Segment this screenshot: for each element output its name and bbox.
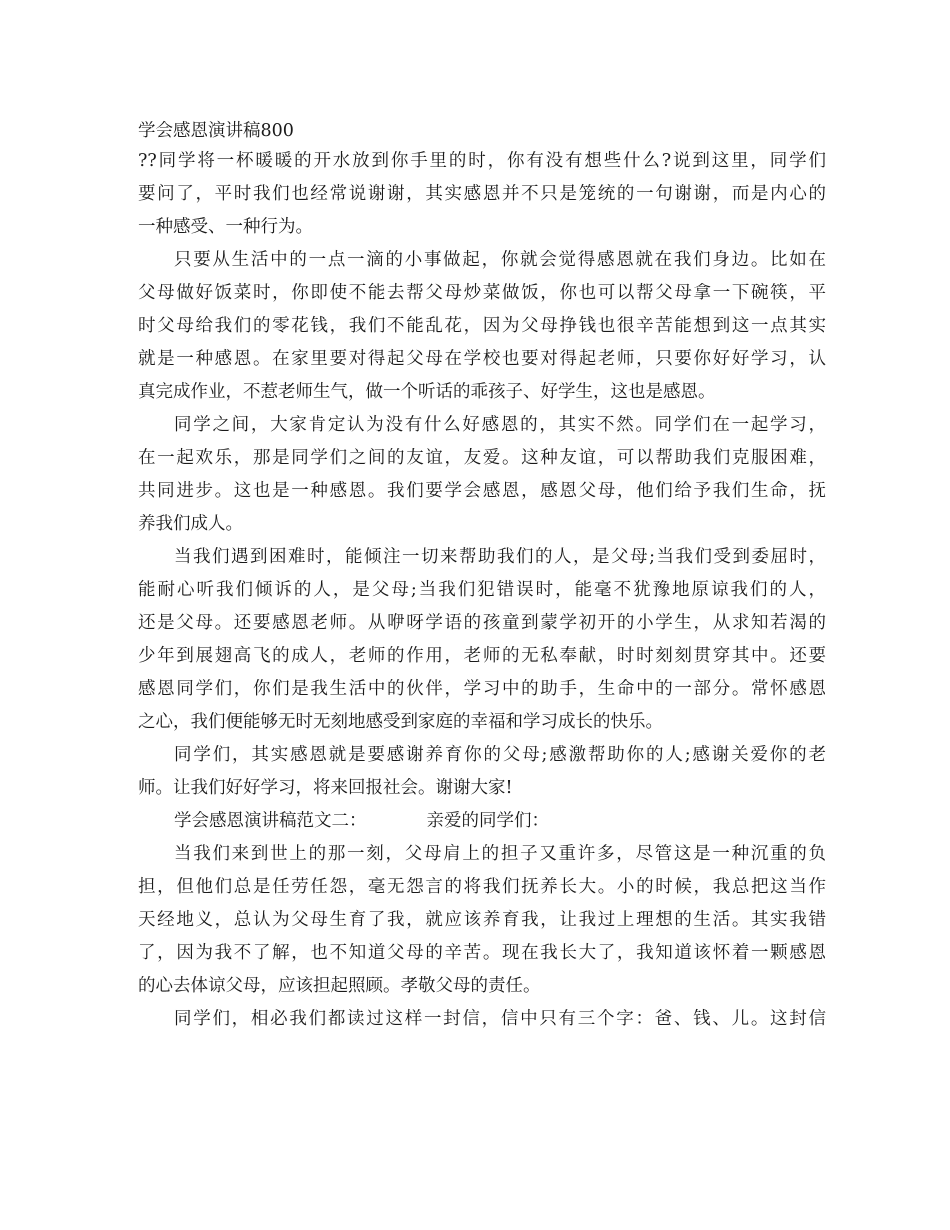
document-body (138, 118, 826, 1036)
paragraph-start-line: 同学们，其实感恩就是要感谢养育你的父母;感激帮助你的人;感谢关爱你的老 (174, 745, 826, 765)
paragraph-start-line: 同学之间，大家肯定认为没有什么好感恩的，其实不然。同学们在一起学习， (174, 415, 826, 435)
text-line: 的心去体谅父母，应该担起照顾。孝敬父母的责任。 (138, 976, 541, 996)
text-line: 在一起欢乐，那是同学们之间的友谊，友爱。这种友谊，可以帮助我们克服困难， (138, 448, 826, 468)
paragraph-start-line: 当我们遇到困难时，能倾注一切来帮助我们的人，是父母;当我们受到委屈时， (174, 547, 826, 567)
text-line: ??同学将一杯暖暖的开水放到你手里的时，你有没有想些什么?说到这里，同学们 (138, 151, 826, 171)
text-line: 能耐心听我们倾诉的人，是父母;当我们犯错误时，能毫不犹豫地原谅我们的人， (138, 580, 826, 600)
text-line: 师。让我们好好学习，将来回报社会。谢谢大家! (138, 778, 513, 798)
text-line: 少年到展翅高飞的成人，老师的作用，老师的无私奉献，时时刻刻贯穿其中。还要 (138, 646, 826, 666)
text-line: 还是父母。还要感恩老师。从咿呀学语的孩童到蒙学初开的小学生，从求知若渴的 (138, 613, 826, 633)
text-line: 天经地义，总认为父母生育了我，就应该养育我，让我过上理想的生活。其实我错 (138, 910, 826, 930)
section-heading-line (138, 805, 826, 838)
document-title: 学会感恩演讲稿800 (138, 121, 294, 141)
text-line: 一种感受、一种行为。 (138, 217, 313, 237)
text-line: 就是一种感恩。在家里要对得起父母在学校也要对得起老师，只要你好好学习，认 (138, 349, 826, 369)
text-line: 感恩同学们，你们是我生活中的伙伴，学习中的助手，生命中的一部分。常怀感恩 (138, 679, 826, 699)
text-line: 要问了，平时我们也经常说谢谢，其实感恩并不只是笼统的一句谢谢，而是内心的 (138, 184, 826, 204)
text-line: 时父母给我们的零花钱，我们不能乱花，因为父母挣钱也很辛苦能想到这一点其实 (138, 316, 826, 336)
greeting: 亲爱的同学们： (426, 811, 549, 831)
text-line: 父母做好饭菜时，你即使不能去帮父母炒菜做饭，你也可以帮父母拿一下碗筷，平 (138, 283, 826, 303)
text-line: 了，因为我不了解，也不知道父母的辛苦。现在我长大了，我知道该怀着一颗感恩 (138, 943, 826, 963)
text-line: 之心，我们便能够无时无刻地感受到家庭的幸福和学习成长的快乐。 (138, 712, 663, 732)
paragraph-start-line: 同学们，相必我们都读过这样一封信，信中只有三个字：爸、钱、儿。这封信 (174, 1009, 826, 1029)
paragraph-start-line: 当我们来到世上的那一刻，父母肩上的担子又重许多，尽管这是一种沉重的负 (174, 844, 826, 864)
text-line: 养我们成人。 (138, 514, 243, 534)
text-line: 真完成作业，不惹老师生气，做一个听话的乖孩子、好学生，这也是感恩。 (138, 382, 716, 402)
paragraph-start-line: 只要从生活中的一点一滴的小事做起，你就会觉得感恩就在我们身边。比如在 (174, 250, 826, 270)
section-heading: 学会感恩演讲稿范文二： (174, 811, 367, 831)
text-line: 担，但他们总是任劳任怨，毫无怨言的将我们抚养长大。小的时候，我总把这当作 (138, 877, 826, 897)
text-line: 共同进步。这也是一种感恩。我们要学会感恩，感恩父母，他们给予我们生命，抚 (138, 481, 826, 501)
